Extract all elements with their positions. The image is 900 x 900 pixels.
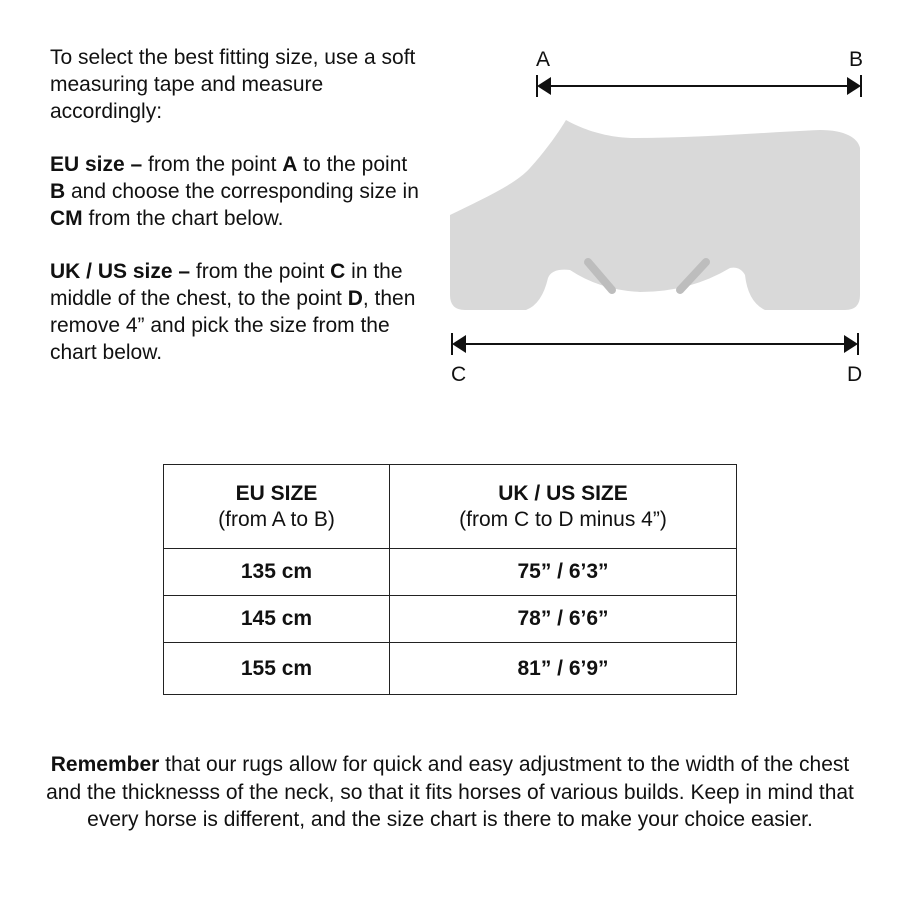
eu-text-3: and choose the corresponding size in <box>65 180 419 203</box>
point-a-ref: A <box>282 153 298 176</box>
header-uk-us-size <box>390 465 737 549</box>
intro-paragraph: To select the best fitting size, use a soft measuring tape and measure accordingly: <box>50 46 416 123</box>
table-header-row <box>164 465 737 549</box>
arrow-a-to-b <box>537 75 861 97</box>
header-uk-sub: (from C to D minus 4”) <box>459 507 667 531</box>
table-row <box>164 596 737 643</box>
uk-text-2: in the middle of the chest, to the point <box>50 260 403 310</box>
header-eu-title: EU SIZE <box>235 481 318 505</box>
label-c: C <box>451 363 467 386</box>
uk-size-cell: 75” / 6’3” <box>390 549 737 596</box>
eu-size-label: EU size – <box>50 153 143 176</box>
arrow-c-to-d <box>452 333 858 355</box>
eu-size-cell: 135 cm <box>164 549 390 596</box>
eu-text-2: to the point <box>297 153 408 176</box>
horse-rug-shape <box>450 120 860 310</box>
eu-text-4: from the chart below. <box>82 207 284 230</box>
eu-size-cell: 145 cm <box>164 596 390 643</box>
label-a: A <box>536 48 551 71</box>
instructions <box>50 44 420 392</box>
size-chart-table <box>163 464 737 695</box>
uk-text-1: from the point <box>190 260 331 283</box>
remember-text: that our rugs allow for quick and easy adjustment to the width of the chest and the thicknesss of the neck, so that it fits horses of various builds. Keep in mind that every horse is different, and the size chart is there to make your choice easier. <box>46 753 854 831</box>
point-d-ref: D <box>347 287 363 310</box>
point-b-ref: B <box>50 180 66 203</box>
eu-text-1: from the point <box>142 153 283 176</box>
uk-us-size-instructions <box>50 258 420 366</box>
measurement-diagram <box>440 40 880 400</box>
uk-size-cell: 81” / 6’9” <box>390 643 737 695</box>
remember-note <box>40 751 860 834</box>
eu-size-cell: 155 cm <box>164 643 390 695</box>
table-row <box>164 549 737 596</box>
label-b: B <box>849 48 864 71</box>
rug-diagram-svg <box>440 40 880 400</box>
cm-unit-ref: CM <box>50 207 83 230</box>
table-row <box>164 643 737 695</box>
uk-size-cell: 78” / 6’6” <box>390 596 737 643</box>
uk-us-size-label: UK / US size – <box>50 260 191 283</box>
point-c-ref: C <box>330 260 346 283</box>
label-d: D <box>847 363 863 386</box>
eu-size-instructions <box>50 151 420 232</box>
header-eu-sub: (from A to B) <box>218 507 335 531</box>
uk-text-3: , then remove 4” and pick the size from the chart below. <box>50 287 416 364</box>
header-eu-size <box>164 465 390 549</box>
header-uk-title: UK / US SIZE <box>498 481 628 505</box>
remember-bold: Remember <box>50 753 160 776</box>
